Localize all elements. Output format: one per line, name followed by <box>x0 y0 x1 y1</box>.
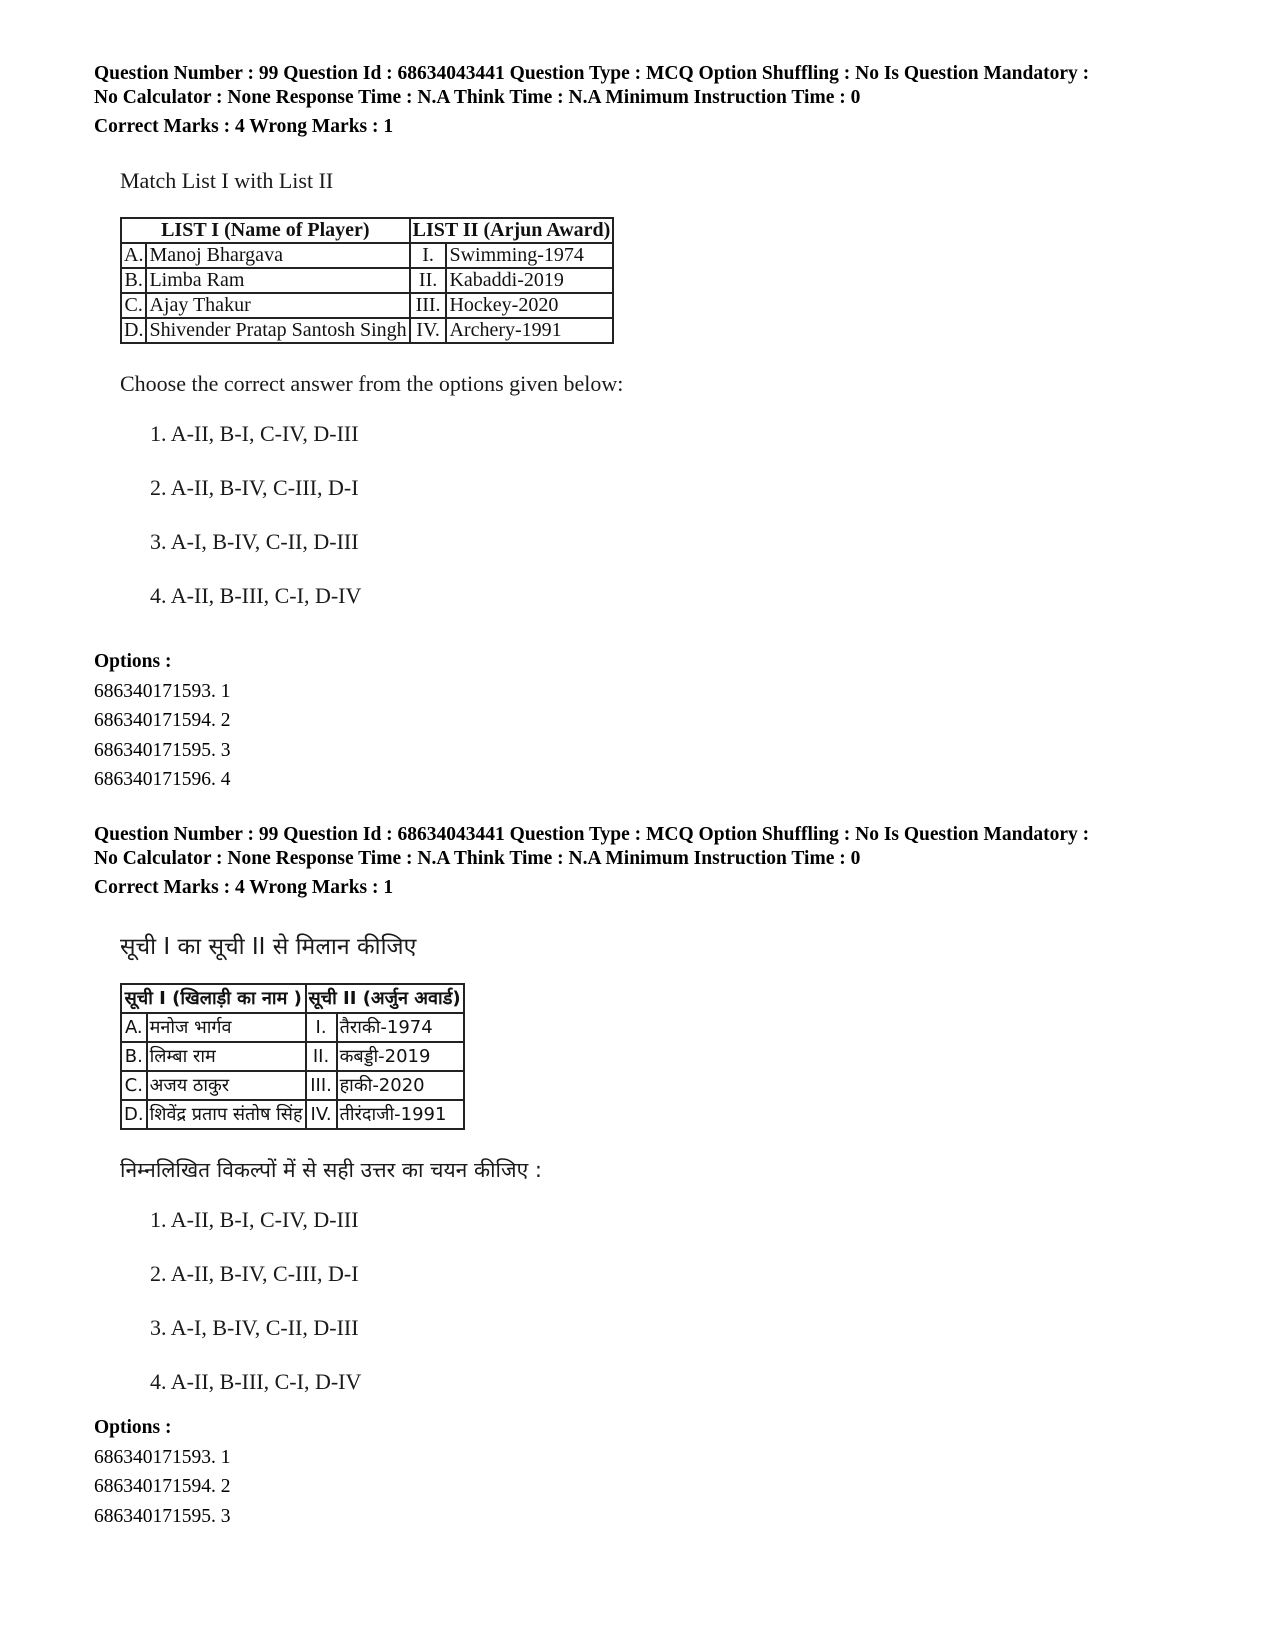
row-letter: C. <box>121 1071 147 1100</box>
table-row <box>121 268 613 293</box>
table-row <box>121 1013 464 1042</box>
match-table-header <box>121 984 464 1013</box>
options-label: Options : <box>94 651 172 672</box>
question-header <box>94 62 1214 139</box>
player-name: मनोज भार्गव <box>147 1013 306 1042</box>
table-row <box>121 1100 464 1129</box>
row-numeral: I. <box>410 243 447 268</box>
option-item: 686340171596. 4 <box>94 769 231 790</box>
match-table <box>120 983 465 1130</box>
question-body <box>120 933 820 1422</box>
question-meta-line-1: Question Number : 99 Question Id : 68634043441 Question Type : MCQ Option Shuffling : No Is Question Mandatory : <box>94 824 1090 845</box>
answer-choice: 1. A-II, B-I, C-IV, D-III <box>150 1207 359 1232</box>
row-numeral: III. <box>306 1071 337 1100</box>
answer-choice: 1. A-II, B-I, C-IV, D-III <box>150 421 359 446</box>
option-item: 686340171594. 2 <box>94 710 231 731</box>
row-letter: B. <box>121 268 146 293</box>
list-1-header: LIST I (Name of Player) <box>121 218 410 243</box>
match-table-header <box>121 218 613 243</box>
award-sport: तीरंदाजी-1991 <box>337 1100 464 1129</box>
option-item: 686340171593. 1 <box>94 680 231 702</box>
player-name: Shivender Pratap Santosh Singh <box>146 318 409 343</box>
player-name: लिम्बा राम <box>147 1042 306 1071</box>
row-numeral: IV. <box>410 318 447 343</box>
answer-choice: 3. A-I, B-IV, C-II, D-III <box>150 1315 359 1340</box>
options-list <box>94 647 231 795</box>
answer-choices <box>150 1206 820 1396</box>
award-sport: Swimming-1974 <box>446 243 613 268</box>
choose-instruction: निम्नलिखित विकल्पों में से सही उत्तर का चयन कीजिए : <box>120 1158 542 1182</box>
row-letter: D. <box>121 318 146 343</box>
award-sport: Archery-1991 <box>446 318 613 343</box>
player-name: Limba Ram <box>146 268 409 293</box>
player-name: Manoj Bhargava <box>146 243 409 268</box>
player-name: Ajay Thakur <box>146 293 409 318</box>
question-stem: सूची I का सूची II से मिलान कीजिए <box>120 934 417 960</box>
player-name: शिवेंद्र प्रताप संतोष सिंह <box>147 1100 306 1129</box>
answer-choice: 3. A-I, B-IV, C-II, D-III <box>150 529 359 554</box>
row-numeral: IV. <box>306 1100 337 1129</box>
table-row <box>121 318 613 343</box>
row-letter: B. <box>121 1042 147 1071</box>
match-table <box>120 217 614 344</box>
row-numeral: I. <box>306 1013 337 1042</box>
row-letter: C. <box>121 293 146 318</box>
question-stem: Match List I with List II <box>120 168 334 193</box>
row-letter: A. <box>121 243 146 268</box>
question-meta-line-1: Question Number : 99 Question Id : 68634043441 Question Type : MCQ Option Shuffling : No Is Question Mandatory : <box>94 63 1090 84</box>
table-row <box>121 243 613 268</box>
question-meta-line-2: No Calculator : None Response Time : N.A Think Time : N.A Minimum Instruction Time : 0 <box>94 87 861 108</box>
table-row <box>121 293 613 318</box>
row-letter: D. <box>121 1100 147 1129</box>
award-sport: Hockey-2020 <box>446 293 613 318</box>
row-letter: A. <box>121 1013 147 1042</box>
answer-choices <box>150 420 820 610</box>
table-row <box>121 1071 464 1100</box>
options-list <box>94 1413 231 1531</box>
answer-choice: 2. A-II, B-IV, C-III, D-I <box>150 1261 359 1286</box>
table-row <box>121 1042 464 1071</box>
player-name: अजय ठाकुर <box>147 1071 306 1100</box>
options-label: Options : <box>94 1417 172 1438</box>
option-item: 686340171594. 2 <box>94 1476 231 1497</box>
question-body <box>120 167 820 636</box>
question-marks: Correct Marks : 4 Wrong Marks : 1 <box>94 877 394 898</box>
award-sport: तैराकी-1974 <box>337 1013 464 1042</box>
question-header <box>94 823 1214 900</box>
choose-instruction: Choose the correct answer from the options given below: <box>120 371 624 396</box>
award-sport: Kabaddi-2019 <box>446 268 613 293</box>
list-2-header: सूची II (अर्जुन अवार्ड) <box>306 984 464 1013</box>
list-2-header: LIST II (Arjun Award) <box>410 218 614 243</box>
answer-choice: 4. A-II, B-III, C-I, D-IV <box>150 1369 362 1394</box>
award-sport: हाकी-2020 <box>337 1071 464 1100</box>
option-item: 686340171595. 3 <box>94 1505 231 1527</box>
option-item: 686340171593. 1 <box>94 1446 231 1468</box>
row-numeral: III. <box>410 293 447 318</box>
answer-choice: 4. A-II, B-III, C-I, D-IV <box>150 583 362 608</box>
answer-choice: 2. A-II, B-IV, C-III, D-I <box>150 475 359 500</box>
award-sport: कबड्डी-2019 <box>337 1042 464 1071</box>
row-numeral: II. <box>410 268 447 293</box>
row-numeral: II. <box>306 1042 337 1071</box>
list-1-header: सूची I (खिलाड़ी का नाम ) <box>121 984 306 1013</box>
question-meta-line-2: No Calculator : None Response Time : N.A Think Time : N.A Minimum Instruction Time : 0 <box>94 848 861 869</box>
option-item: 686340171595. 3 <box>94 739 231 761</box>
question-marks: Correct Marks : 4 Wrong Marks : 1 <box>94 116 394 137</box>
